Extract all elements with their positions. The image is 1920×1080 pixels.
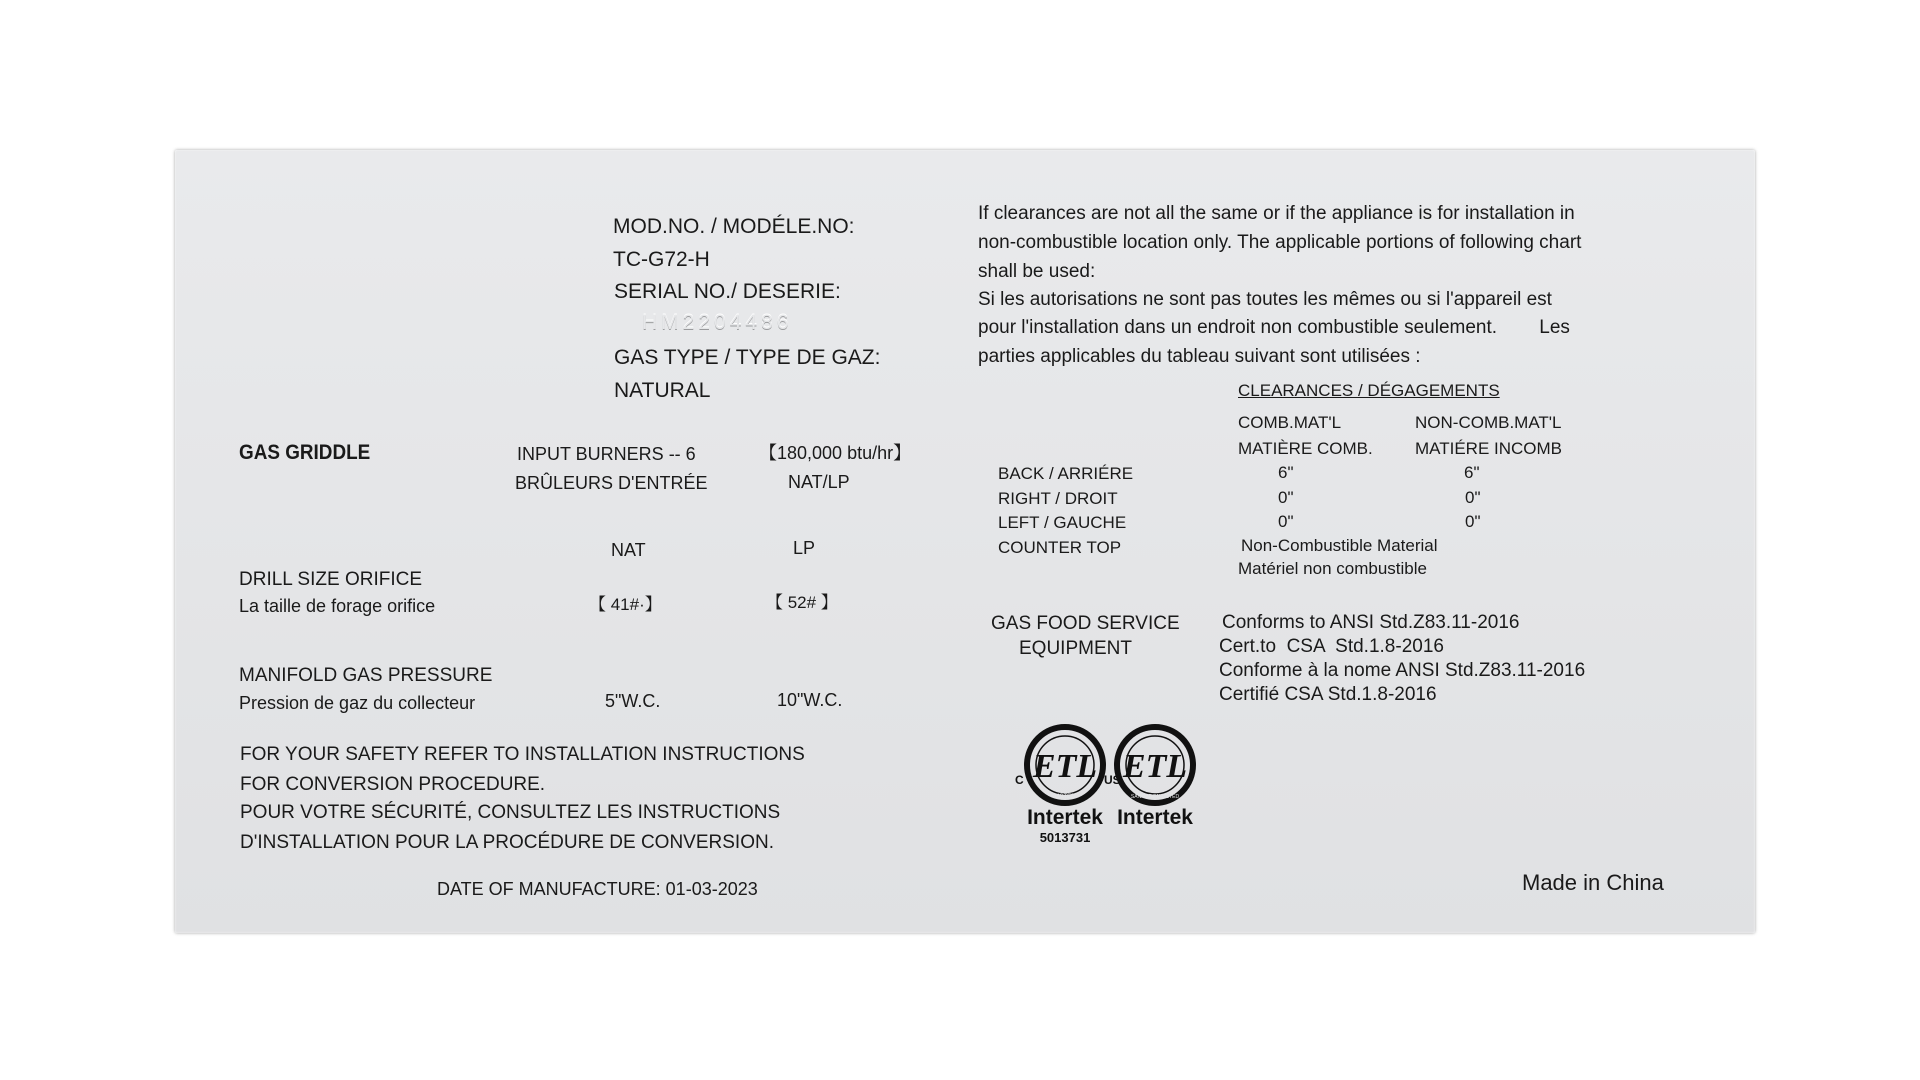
safety-line-2: FOR CONVERSION PROCEDURE. xyxy=(240,774,546,795)
clearance-row-comb: 6" xyxy=(1278,463,1294,482)
etl-listed-text: LISTED xyxy=(1054,794,1076,800)
manifold-pressure-nat: 5"W.C. xyxy=(605,691,661,711)
noncomb-header: NON-COMB.MAT'L xyxy=(1415,413,1562,432)
clearance-notice-line-3: shall be used: xyxy=(978,261,1096,282)
gas-type-value: NATURAL xyxy=(614,379,711,402)
etl-us-letters: US xyxy=(1104,773,1121,787)
column-nat: NAT xyxy=(611,540,646,560)
drill-size-label-fr: La taille de forage orifice xyxy=(239,596,436,616)
etl-sanitation-text: SANITATION LISTED xyxy=(1130,794,1180,800)
safety-line-4: D'INSTALLATION POUR LA PROCÉDURE DE CONVERSION. xyxy=(240,832,774,853)
gas-food-service-label: GAS FOOD SERVICE xyxy=(991,613,1180,634)
counter-top-value: Non-Combustible Material xyxy=(1241,536,1438,555)
etl-c-letter: C xyxy=(1015,773,1024,787)
intertek-wordmark: Intertek xyxy=(1117,806,1193,829)
serial-label: SERIAL NO./ DESERIE: xyxy=(614,280,841,303)
input-burners: INPUT BURNERS -- 6 xyxy=(517,444,696,464)
clearance-row-noncomb: 6" xyxy=(1464,463,1480,482)
conformity-line-4: Certifié CSA Std.1.8-2016 xyxy=(1219,684,1437,705)
made-in-label: Made in China xyxy=(1522,870,1664,895)
input-burners-fr: BRÛLEURS D'ENTRÉE xyxy=(515,473,708,493)
comb-header-fr: MATIÈRE COMB. xyxy=(1238,439,1373,458)
manifold-pressure-label-fr: Pression de gaz du collecteur xyxy=(239,693,476,713)
safety-line-1: FOR YOUR SAFETY REFER TO INSTALLATION INSTRUCTIONS xyxy=(240,744,805,765)
manifold-pressure-lp: 10"W.C. xyxy=(777,690,843,710)
clearance-row-noncomb: 0" xyxy=(1465,488,1481,507)
date-of-manufacture: DATE OF MANUFACTURE: 01-03-2023 xyxy=(437,879,758,899)
etl-letters: ETL xyxy=(1122,748,1188,785)
model-label: MOD.NO. / MODÉLE.NO: xyxy=(613,215,855,238)
drill-size-lp: 【 52# 】 xyxy=(766,593,838,612)
drill-size-nat: 【 41#·】 xyxy=(589,595,662,614)
product-name: GAS GRIDDLE xyxy=(239,441,371,464)
drill-size-label: DRILL SIZE ORIFICE xyxy=(239,569,422,590)
serial-value: HM2204486 xyxy=(642,311,793,334)
comb-header: COMB.MAT'L xyxy=(1238,413,1342,432)
manifold-pressure-label: MANIFOLD GAS PRESSURE xyxy=(239,665,493,686)
clearance-notice-line-2: non-combustible location only. The applicable portions of following chart xyxy=(978,232,1582,253)
noncomb-header-fr: MATIÉRE INCOMB xyxy=(1415,439,1563,458)
clearance-row-label: BACK / ARRIÉRE xyxy=(998,464,1134,483)
clearance-notice-line-4: Si les autorisations ne sont pas toutes les mêmes ou si l'appareil est xyxy=(978,289,1552,310)
rating-plate xyxy=(175,150,1755,933)
clearance-row-comb: 0" xyxy=(1278,488,1294,507)
clearances-title: CLEARANCES / DÉGAGEMENTS xyxy=(1238,381,1500,400)
conformity-line-1: Conforms to ANSI Std.Z83.11-2016 xyxy=(1222,612,1520,633)
clearance-row-label: LEFT / GAUCHE xyxy=(998,513,1127,532)
conformity-line-3: Conforme à la nome ANSI Std.Z83.11-2016 xyxy=(1219,660,1586,681)
btu-rating: 【180,000 btu/hr】 xyxy=(759,443,912,463)
clearance-notice-line-6: parties applicables du tableau suivant sont utilisées : xyxy=(978,346,1421,367)
equipment-label: EQUIPMENT xyxy=(1019,638,1132,659)
conformity-line-2: Cert.to CSA Std.1.8-2016 xyxy=(1219,636,1444,657)
counter-top-label: COUNTER TOP xyxy=(998,538,1122,557)
etl-sanitation-logo xyxy=(1110,720,1240,850)
safety-line-3: POUR VOTRE SÉCURITÉ, CONSULTEZ LES INSTRUCTIONS xyxy=(240,802,781,823)
etl-sanitation-mark-icon xyxy=(1110,720,1240,850)
clearance-notice-line-5: pour l'installation dans un endroit non combustible seulement. Les xyxy=(978,317,1570,338)
intertek-wordmark: Intertek xyxy=(1027,806,1103,829)
gas-type-label: GAS TYPE / TYPE DE GAZ: xyxy=(614,346,881,369)
etl-letters: ETL xyxy=(1032,748,1098,785)
clearance-row-comb: 0" xyxy=(1278,512,1294,531)
clearance-notice-line-1: If clearances are not all the same or if the appliance is for installation in xyxy=(978,203,1575,224)
counter-top-value-fr: Matériel non combustible xyxy=(1238,559,1427,578)
nat-lp: NAT/LP xyxy=(788,472,850,492)
intertek-number: 5013731 xyxy=(1039,830,1091,845)
column-lp: LP xyxy=(793,538,816,558)
clearance-row-noncomb: 0" xyxy=(1465,512,1481,531)
clearance-row-label: RIGHT / DROIT xyxy=(998,489,1118,508)
model-value: TC-G72-H xyxy=(613,248,710,271)
